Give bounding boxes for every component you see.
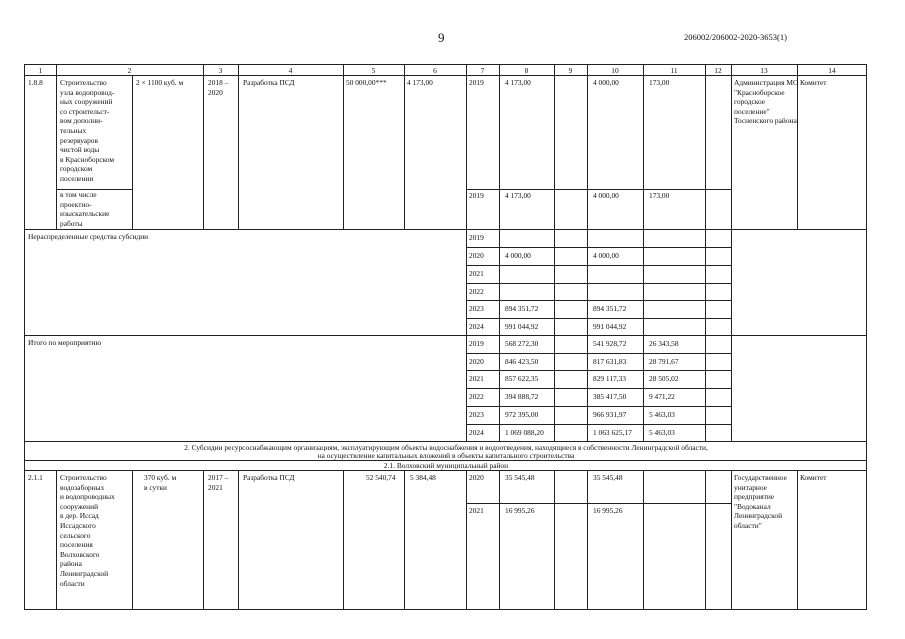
total-amount: 4 173,00	[505, 191, 531, 200]
object-name: в Красноборском	[60, 154, 115, 164]
total-amount: 894 351,72	[505, 304, 539, 313]
cost-col-6: 5 384,48	[410, 473, 436, 482]
grid-line	[56, 75, 57, 230]
grid-line	[466, 503, 732, 504]
recipient: области"	[734, 521, 762, 530]
grid-line	[466, 247, 732, 248]
grid-line	[132, 75, 133, 230]
year: 2023	[469, 410, 484, 419]
cost-col-6: 4 173,00	[407, 78, 433, 87]
subitem-name: изыскательские	[60, 209, 110, 219]
block-label: Итого по мероприятию	[28, 338, 102, 347]
total-amount: 568 272,30	[505, 339, 539, 348]
object-name: со строительст-	[60, 106, 110, 116]
regional-amount: 35 545,48	[593, 473, 623, 482]
object-name: городском	[60, 164, 93, 174]
capacity: 370 куб. м	[144, 473, 177, 482]
subitem-name: работы	[60, 218, 83, 228]
regional-amount: 541 928,72	[593, 339, 627, 348]
stage: Разработка ПСД	[243, 78, 295, 87]
subitem-name: проектно-	[60, 199, 92, 209]
object-name: района	[60, 559, 82, 569]
object-name: области	[60, 578, 85, 588]
total-amount: 4 173,00	[505, 78, 531, 87]
grid-line	[56, 470, 57, 610]
year: 2019	[469, 233, 484, 242]
grid-line	[404, 470, 405, 610]
subitem-name: в том числе	[60, 190, 97, 199]
grid-line	[238, 75, 239, 230]
responsible: Комитет	[800, 473, 827, 482]
year: 2020	[469, 473, 484, 482]
column-header: 3	[218, 66, 223, 75]
grid-line	[25, 335, 867, 336]
regional-amount: 16 995,26	[593, 506, 623, 515]
total-amount: 991 044,92	[505, 322, 539, 331]
year: 2020	[469, 357, 484, 366]
year: 2021	[469, 506, 484, 515]
grid-line	[587, 75, 588, 230]
year: 2021	[469, 374, 484, 383]
capacity: 2 × 1100 куб. м	[136, 78, 184, 87]
budget-table	[24, 64, 867, 610]
recipient: унитарное	[734, 482, 767, 492]
period: 2021	[208, 482, 223, 492]
grid-line	[643, 75, 644, 230]
local-amount: 5 463,03	[649, 410, 675, 419]
regional-amount: 4 000,00	[593, 78, 619, 87]
grid-line	[404, 75, 405, 230]
grid-line	[731, 75, 732, 230]
year: 2021	[469, 269, 484, 278]
total-amount: 972 395,00	[505, 410, 539, 419]
year: 2020	[469, 251, 484, 260]
grid-line	[466, 75, 467, 230]
grid-line	[132, 470, 133, 610]
column-header: 11	[670, 66, 678, 75]
row-number: 1.8.8	[28, 78, 43, 87]
grid-line	[203, 470, 204, 610]
object-name: резервуаров	[60, 135, 98, 145]
regional-amount: 4 000,00	[593, 191, 619, 200]
grid-line	[238, 470, 239, 610]
year: 2024	[469, 428, 484, 437]
section-title: 2. Субсидии ресурсоснабжающим организациям, эксплуатирующим объекты водоснабжения и водоотведения, находящиеся в собственности Ленинградской области,	[184, 443, 708, 452]
object-name: в дер. Иссад	[60, 511, 99, 521]
column-header: 6	[433, 66, 437, 75]
column-header: 10	[611, 66, 619, 75]
column-header: 12	[714, 66, 722, 75]
object-name: Строительство	[60, 78, 107, 87]
recipient: городское	[734, 97, 766, 107]
grid-line	[466, 265, 732, 266]
capacity: в сутки	[144, 482, 167, 492]
total-amount: 846 423,50	[505, 357, 539, 366]
regional-amount: 894 351,72	[593, 304, 627, 313]
year: 2019	[469, 339, 484, 348]
grid-line	[466, 470, 467, 610]
grid-line	[466, 370, 732, 371]
object-name: Ленинградской	[60, 569, 109, 578]
local-amount: 9 471,22	[649, 392, 675, 401]
estimated-cost: 50 000,00***	[346, 78, 387, 87]
column-header: 5	[371, 66, 376, 75]
regional-amount: 817 631,83	[593, 357, 627, 366]
object-name: тельных	[60, 126, 87, 135]
grid-line	[25, 229, 867, 230]
column-header: 9	[568, 66, 573, 75]
total-amount: 394 888,72	[505, 392, 539, 401]
block-label: Нераспределенные средства субсидии	[28, 232, 149, 241]
recipient: Государственное	[734, 473, 787, 482]
object-name: ных сооружений	[60, 97, 113, 107]
object-name: Волховского	[60, 549, 100, 559]
object-name: Иссадского	[60, 521, 96, 530]
object-name: и водопроводных	[60, 492, 115, 502]
grid-line	[705, 470, 706, 610]
object-name: сельского	[60, 530, 91, 540]
period: 2020	[208, 87, 223, 97]
grid-line	[343, 470, 344, 610]
grid-line	[731, 470, 732, 610]
total-amount: 16 995,26	[505, 506, 535, 515]
object-name: вом дополни-	[60, 116, 103, 126]
object-name: узла водопровод-	[60, 87, 115, 97]
column-header: 8	[524, 66, 529, 75]
column-header: 14	[828, 66, 836, 75]
local-amount: 28 791,67	[649, 357, 679, 366]
recipient: Тосненского района	[734, 116, 797, 126]
grid-line	[466, 318, 732, 319]
column-header: 13	[760, 66, 768, 75]
total-amount: 1 069 088,20	[505, 428, 544, 437]
object-name: водозаборных	[60, 482, 105, 492]
grid-line	[705, 75, 706, 230]
grid-line	[466, 189, 732, 190]
document-id: 206002/206002-2020-3653(1)	[684, 32, 787, 42]
period: 2018 –	[208, 78, 229, 87]
grid-line	[797, 75, 798, 230]
local-amount: 5 463,03	[649, 428, 675, 437]
district-title: 2.1. Волховский муниципальный район	[383, 461, 509, 470]
grid-line	[466, 424, 732, 425]
page-number: 9	[438, 30, 445, 45]
grid-line	[797, 470, 798, 610]
total-amount: 4 000,00	[505, 251, 531, 260]
grid-line	[203, 75, 204, 230]
responsible: Комитет	[800, 78, 827, 87]
grid-line	[343, 75, 344, 230]
regional-amount: 385 417,50	[593, 392, 627, 401]
grid-line	[466, 353, 732, 354]
estimated-cost: 52 540,74	[366, 473, 396, 482]
regional-amount: 1 063 625,17	[593, 428, 632, 437]
year: 2022	[469, 392, 484, 401]
object-name: чистой воды	[60, 145, 100, 155]
regional-amount: 966 931,97	[593, 410, 627, 419]
object-name: Строительство	[60, 473, 107, 482]
year: 2022	[469, 287, 484, 296]
year: 2023	[469, 304, 484, 313]
total-amount: 857 622,35	[505, 374, 539, 383]
grid-line	[466, 300, 732, 301]
recipient: Ленинградской	[734, 511, 783, 521]
column-header: 2	[127, 66, 132, 75]
recipient: "Водоканал	[734, 501, 771, 511]
grid-line	[499, 470, 500, 610]
grid-line	[25, 441, 867, 442]
column-header: 7	[480, 66, 485, 75]
column-header: 1	[38, 66, 43, 75]
recipient: предприятие	[734, 492, 775, 502]
grid-line	[466, 283, 732, 284]
section-subtitle: на осуществление капитальных вложений в объекты капитального строительства	[317, 451, 575, 460]
period: 2017 –	[208, 473, 229, 482]
regional-amount: 829 117,33	[593, 374, 626, 383]
grid-line	[499, 75, 500, 230]
local-amount: 26 343,58	[649, 339, 679, 348]
year: 2019	[469, 191, 484, 200]
regional-amount: 991 044,92	[593, 322, 627, 331]
regional-amount: 4 000,00	[593, 251, 619, 260]
grid-line	[643, 470, 644, 610]
year: 2024	[469, 322, 484, 331]
recipient: Администрация МО	[734, 78, 799, 87]
grid-line	[466, 406, 732, 407]
local-amount: 173,00	[649, 78, 670, 87]
object-name: сооружений	[60, 501, 99, 511]
grid-line	[554, 75, 555, 230]
object-name: поселения	[60, 540, 93, 550]
grid-line	[587, 470, 588, 610]
year: 2019	[469, 78, 484, 87]
recipient: поселение"	[734, 106, 770, 116]
row-number: 2.1.1	[28, 473, 43, 482]
grid-line	[466, 388, 732, 389]
object-name: поселении	[60, 174, 94, 183]
local-amount: 28 505,02	[649, 374, 679, 383]
total-amount: 35 545,48	[505, 473, 535, 482]
local-amount: 173,00	[649, 191, 670, 200]
recipient: "Красноборское	[734, 87, 785, 97]
column-header: 4	[288, 66, 293, 75]
grid-line	[554, 470, 555, 610]
stage: Разработка ПСД	[243, 473, 295, 482]
